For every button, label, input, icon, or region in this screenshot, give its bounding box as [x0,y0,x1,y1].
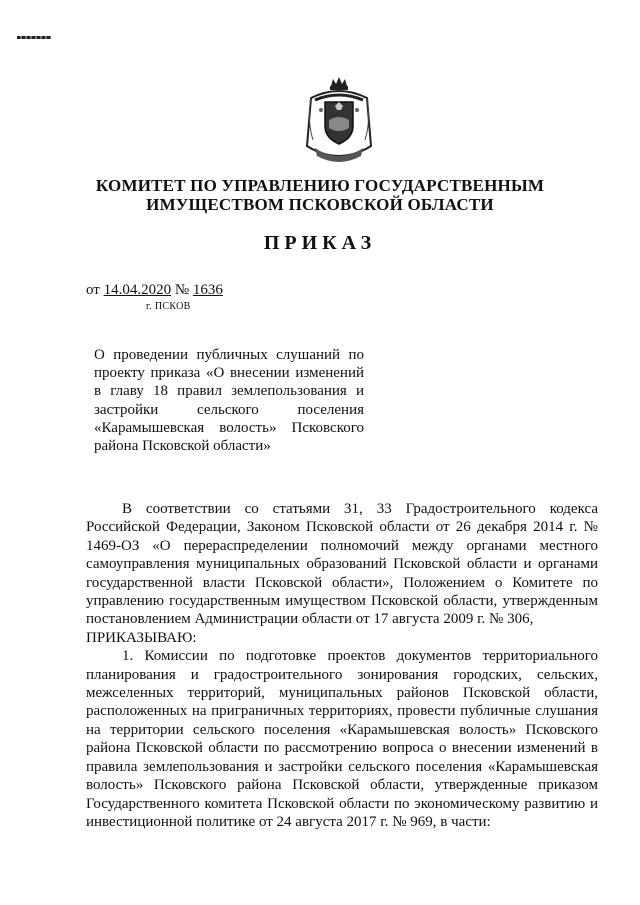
order-directive: ПРИКАЗЫВАЮ: [86,629,197,646]
scan-mark [17,36,51,39]
order-number: 1636 [192,282,223,298]
number-prefix: № [174,282,190,298]
item-1-paragraph: 1. Комиссии по подготовке проектов документов территориального планирования и градостроительного зонирования городских, сельских, межселенных территорий, муниципальных районов Псковской области, расположенных на приграничных территориях, провести публичные слушания на территории сельского поселения «Карамышевская волость» Псковского района Псковской области по рассмотрению вопроса о внесении изменений в правила землепользования и застройки сельского поселения «Карамышевская волость» Псковского района Псковской области, утвержденные приказом Государственного комитета Псковской области по экономическому развитию и инвестиционной политике от 24 августа 2017 г. № 969, в части: [86,648,598,830]
date-prefix: от [86,282,100,298]
organization-line-2: ИМУЩЕСТВОМ ПСКОВСКОЙ ОБЛАСТИ [146,195,494,214]
order-date: 14.04.2020 [103,282,172,298]
organization-name [0,176,640,214]
city-label: г. ПСКОВ [146,301,191,312]
order-date-number [86,282,223,299]
order-subject: О проведении публичных слушаний по проекту приказа «О внесении изменений в главу 18 правил землепользования и застройки сельского поселения «Карамышевская волость» Псковского района Псковской области» [94,347,364,455]
preamble-paragraph: В соответствии со статьями 31, 33 Градостроительного кодекса Российской Федерации, Законом Псковской области от 26 декабря 2014 г. № 1469-ОЗ «О перераспределении полномочий между органами местного самоуправления муниципальных образований Псковской области и органами государственной власти Псковской области», Положением о Комитете по управлению государственным имуществом Псковской области, утвержденным постановлением Администрации области от 17 августа 2009 г. № 306, [86,501,598,628]
document-type-title: ПРИКАЗ [263,232,377,254]
order-body [86,500,598,831]
pskov-coat-of-arms-icon [301,76,377,168]
organization-line-1: КОМИТЕТ ПО УПРАВЛЕНИЮ ГОСУДАРСТВЕННЫМ [95,176,545,195]
